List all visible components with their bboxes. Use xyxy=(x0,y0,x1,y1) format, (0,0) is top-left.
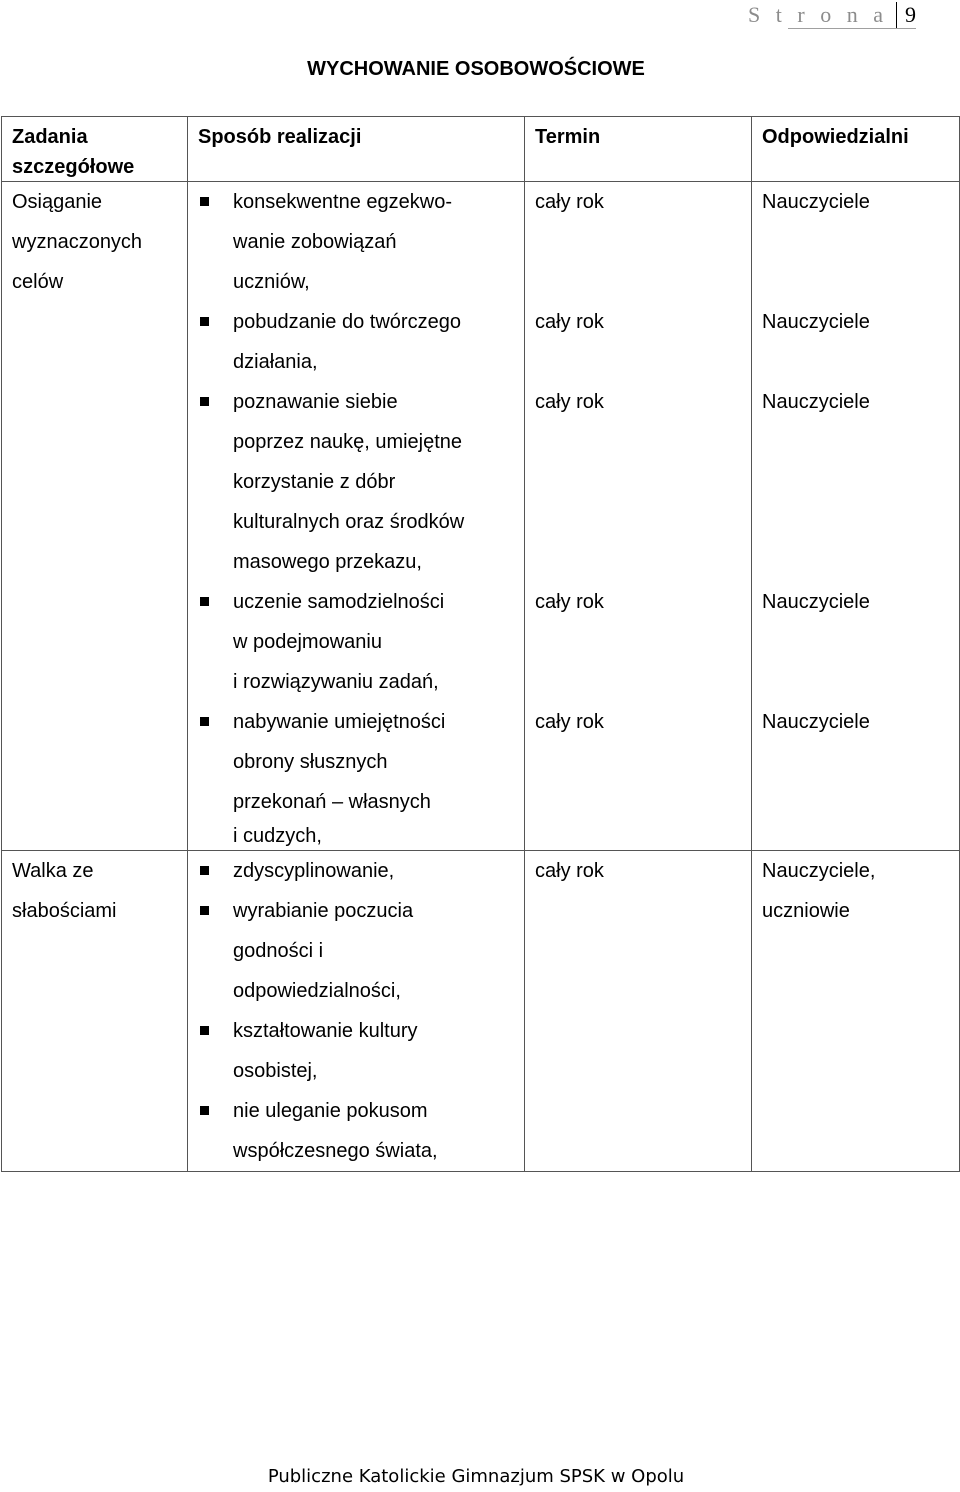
term-cell: cały rok cały rok cały rok cały rok cały rok xyxy=(525,182,752,851)
responsible-cell: Nauczyciele, uczniowie xyxy=(752,851,960,1172)
task-cell: Osiąganie wyznaczonych celów xyxy=(2,182,188,851)
page-title: WYCHOWANIE OSOBOWOŚCIOWE xyxy=(307,58,645,80)
bullet-icon xyxy=(200,1026,209,1035)
list-item: kształtowanie kultury osobistej, xyxy=(198,1011,524,1091)
header-rule xyxy=(788,28,916,29)
bullet-icon xyxy=(200,197,209,206)
column-header-method: Sposób realizacji xyxy=(188,117,525,182)
list-item: konsekwentne egzekwo- wanie zobowiązań uczniów, xyxy=(198,182,524,302)
table-row xyxy=(2,851,960,1172)
method-cell xyxy=(188,182,525,851)
page-number: 9 xyxy=(896,2,916,28)
bullet-icon xyxy=(200,1106,209,1115)
list-item: pobudzanie do twórczego działania, xyxy=(198,302,524,382)
page-footer: Publiczne Katolickie Gimnazjum SPSK w Opolu xyxy=(267,1466,685,1487)
education-plan-table xyxy=(1,116,960,1172)
list-item: wyrabianie poczucia godności i odpowiedzialności, xyxy=(198,891,524,1011)
task-cell: Walka ze słabościami xyxy=(2,851,188,1172)
table-row xyxy=(2,182,960,851)
method-cell xyxy=(188,851,525,1172)
list-item: nie uleganie pokusom współczesnego świata, xyxy=(198,1091,524,1171)
list-item: poznawanie siebie poprzez naukę, umiejętne korzystanie z dóbr kulturalnych oraz środków masowego przekazu, xyxy=(198,382,524,582)
bullet-icon xyxy=(200,597,209,606)
bullet-icon xyxy=(200,906,209,915)
page-header xyxy=(748,0,916,28)
column-header-tasks: Zadania szczegółowe xyxy=(2,117,188,182)
bullet-icon xyxy=(200,717,209,726)
column-header-term: Termin xyxy=(525,117,752,182)
bullet-icon xyxy=(200,317,209,326)
column-header-responsible: Odpowiedzialni xyxy=(752,117,960,182)
table-header-row xyxy=(2,117,960,182)
page-label: S t r o n a xyxy=(748,2,888,27)
term-cell: cały rok xyxy=(525,851,752,1172)
responsible-cell: Nauczyciele Nauczyciele Nauczyciele Nauczyciele Nauczyciele xyxy=(752,182,960,851)
list-item: nabywanie umiejętności obrony słusznych przekonań – własnych i cudzych, xyxy=(198,702,524,850)
list-item: uczenie samodzielności w podejmowaniu i rozwiązywaniu zadań, xyxy=(198,582,524,702)
bullet-icon xyxy=(200,397,209,406)
list-item: zdyscyplinowanie, xyxy=(198,851,524,891)
bullet-icon xyxy=(200,866,209,875)
